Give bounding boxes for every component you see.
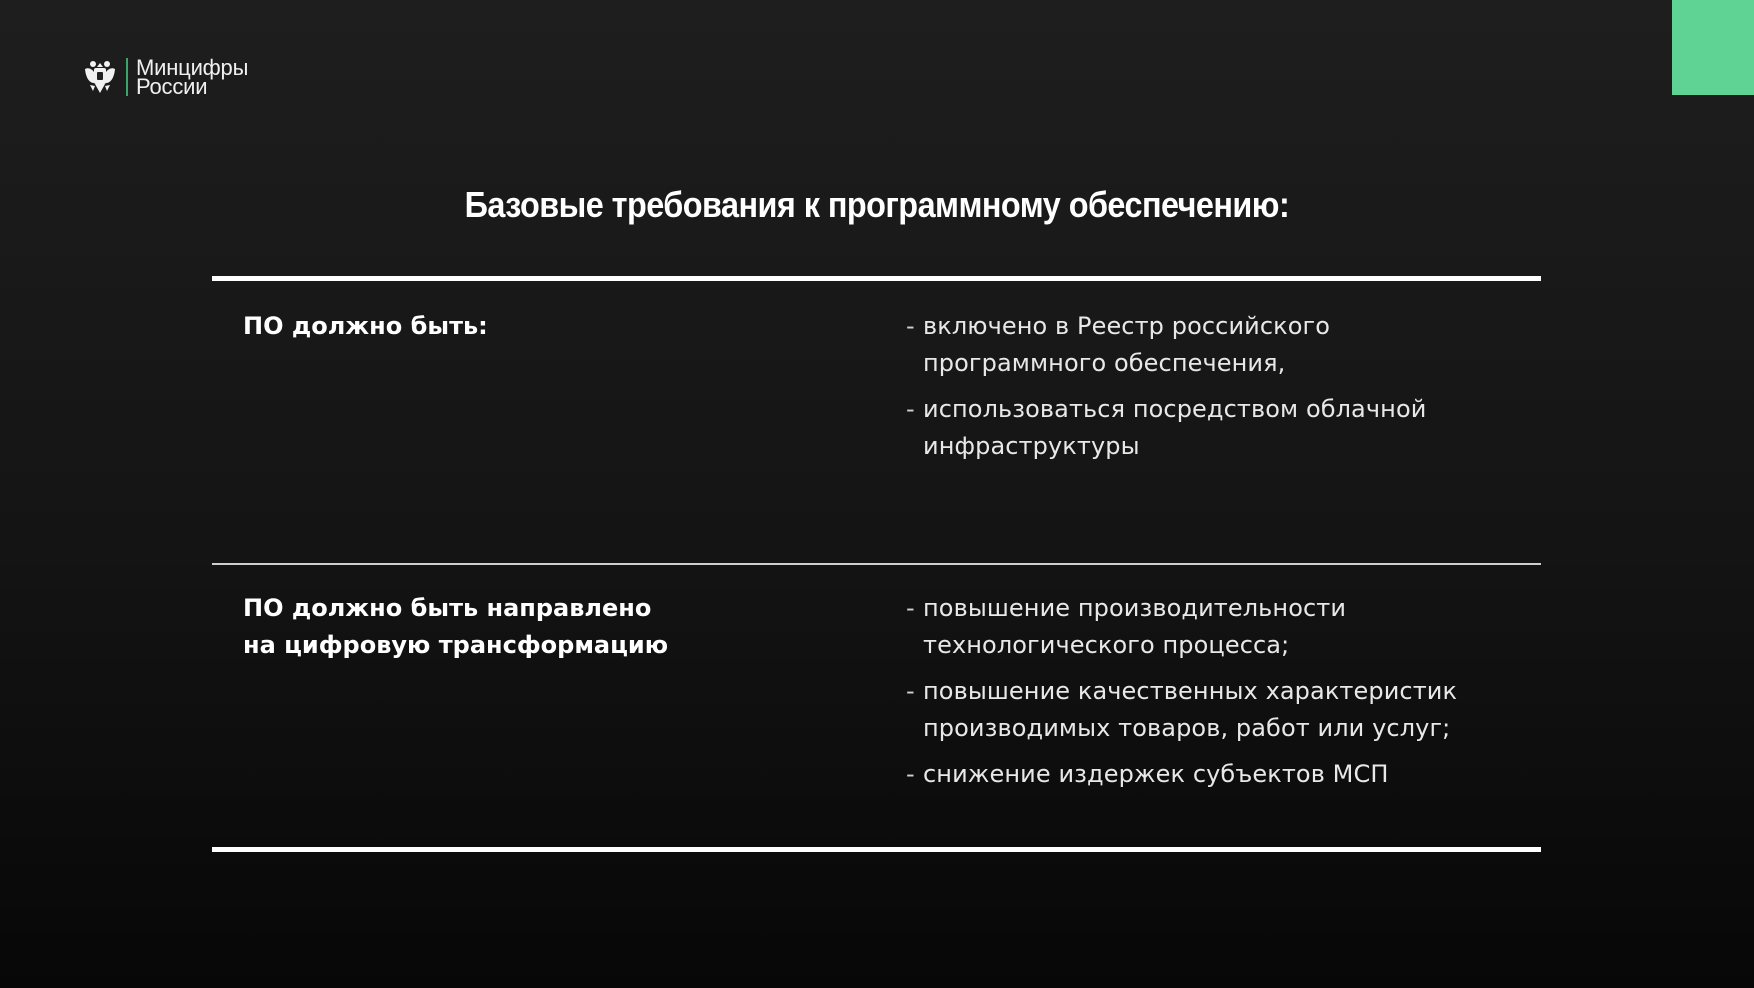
bullet-dash: - [906,594,915,622]
list-item-line: снижение издержек субъектов МСП [923,760,1389,788]
list-item [906,673,1546,747]
middle-divider [212,563,1541,565]
bullet-dash: - [906,677,915,705]
logo-line-2: России [136,74,208,99]
ministry-logo [82,56,248,98]
list-item-line: инфраструктуры [923,432,1140,460]
list-item [906,590,1546,664]
row-2-heading-line: на цифровую трансформацию [243,631,669,659]
list-item-line: включено в Реестр российского [923,312,1331,340]
list-item-line: использоваться посредством облачной [923,395,1427,423]
bullet-dash: - [906,395,915,423]
list-item-line: повышение качественных характеристик [923,677,1458,705]
list-item [906,308,1546,382]
row-2-heading [243,590,668,664]
bullet-dash: - [906,760,915,788]
logo-text [136,55,249,99]
bottom-divider [212,847,1541,852]
list-item-line: программного обеспечения, [923,349,1286,377]
logo-line-1: Минцифры [136,55,249,80]
row-1-heading-line: ПО должно быть: [243,312,488,340]
row-2-heading-line: ПО должно быть направлено [243,594,652,622]
top-divider [212,276,1541,281]
bullet-dash: - [906,312,915,340]
list-item [906,756,1546,793]
logo-divider [126,58,128,96]
list-item [906,391,1546,465]
slide-title: Базовые требования к программному обеспечению: [464,184,1290,225]
row-1-list [906,308,1546,474]
row-1-heading [243,308,488,345]
list-item-line: технологического процесса; [923,631,1290,659]
list-item-line: производимых товаров, работ или услуг; [923,714,1451,742]
row-2-list [906,590,1546,802]
corner-accent [1672,0,1754,95]
list-item-line: повышение производительности [923,594,1347,622]
coat-of-arms-icon [82,57,118,97]
